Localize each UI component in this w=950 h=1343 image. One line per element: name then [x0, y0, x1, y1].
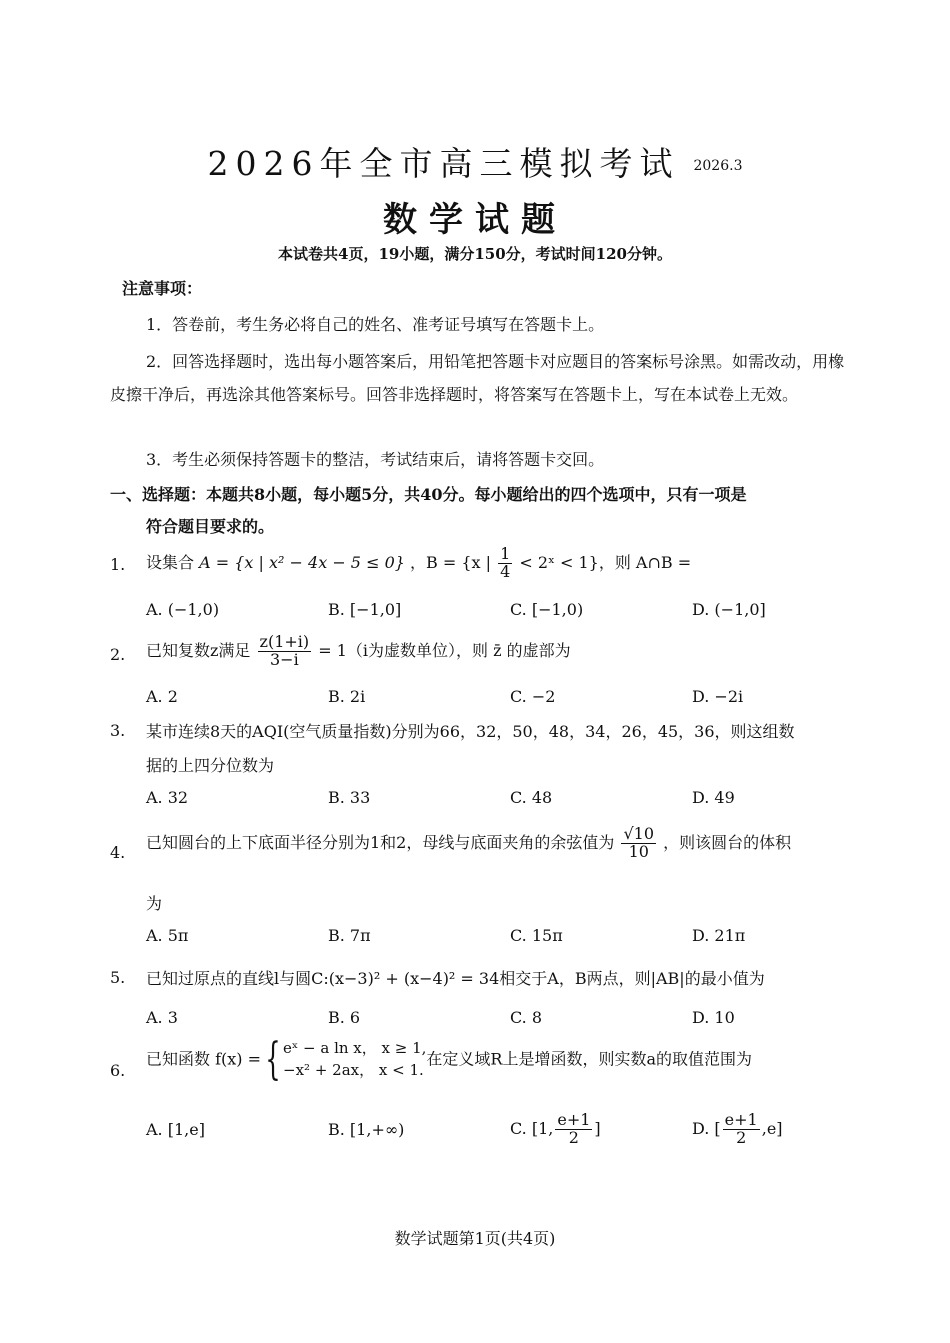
q3-option-a: A. 32	[146, 788, 189, 807]
q5-option-a: A. 3	[146, 1008, 178, 1027]
section-heading-line2: 符合题目要求的。	[146, 517, 275, 536]
question-1-stem	[146, 546, 691, 581]
q2-option-a: A. 2	[146, 687, 178, 706]
q3-option-c: C. 48	[510, 788, 553, 807]
question-1-number: 1.	[110, 555, 126, 574]
q3-option-d: D. 49	[692, 788, 735, 807]
q6-case-2: −x² + 2ax， x < 1.	[283, 1061, 424, 1079]
q1-option-d: D. (−1,0]	[692, 600, 766, 619]
q4-option-d: D. 21π	[692, 926, 746, 945]
q4-text-a: 已知圆台的上下底面半径分别为1和2，母线与底面夹角的余弦值为	[146, 832, 615, 852]
section-heading-line1: 一、选择题：本题共8小题，每小题5分，共40分。每小题给出的四个选项中，只有一项是	[110, 485, 747, 504]
question-4-number: 4.	[110, 843, 126, 862]
q6-option-b: B. [1,+∞)	[328, 1120, 405, 1139]
q1-option-c: C. [−1,0)	[510, 600, 584, 619]
q5-option-d: D. 10	[692, 1008, 735, 1027]
question-6-number: 6.	[110, 1061, 126, 1080]
note-item-2: 2．回答选择题时，选出每小题答案后，用铅笔把答题卡对应题目的答案标号涂黑。如需改动，用橡皮擦干净后，再选涂其他答案标号。回答非选择题时，将答案写在答题卡上，写在本试卷上无效。	[110, 352, 845, 404]
q1-option-a: A. (−1,0)	[146, 600, 220, 619]
question-3-number: 3.	[110, 721, 126, 740]
q2-text-b: = 1（i为虚数单位），则 z̄ 的虚部为	[318, 640, 571, 660]
q6-text-b: 在定义域R上是增函数，则实数a的取值范围为	[426, 1049, 752, 1069]
q1-text: 设集合	[146, 552, 195, 572]
q4-option-c: C. 15π	[510, 926, 563, 945]
question-4-stem	[146, 826, 791, 861]
notes-heading: 注意事项：	[122, 279, 203, 298]
q6-option-a: A. [1,e]	[146, 1120, 205, 1139]
q6-case-1: eˣ − a ln x， x ≥ 1,	[283, 1039, 427, 1058]
page-footer: 数学试题第1页(共4页)	[394, 1229, 556, 1248]
q5-option-b: B. 6	[328, 1008, 361, 1027]
q1-set-a: A = {x | x² − 4x − 5 ≤ 0}	[199, 552, 405, 572]
q4-option-a: A. 5π	[146, 926, 189, 945]
note-item-3: 3．考生必须保持答题卡的整洁，考试结束后，请将答题卡交回。	[146, 450, 605, 469]
q6-text-a: 已知函数 f(x) =	[146, 1049, 262, 1069]
q1-set-b-prefix: ，B = {x |	[410, 552, 492, 572]
question-5-number: 5.	[110, 968, 126, 987]
q2-fraction: $\frac{z(1+i)}{3-i}$	[259, 632, 310, 669]
q4-text-b: ，则该圆台的体积	[663, 832, 792, 852]
q6-piecewise	[283, 1038, 426, 1082]
question-3-stem-line2: 据的上四分位数为	[146, 756, 275, 775]
q1-set-b-suffix: < 2ˣ < 1}，则 A∩B =	[519, 552, 692, 572]
q6-option-c: C. [1, $\frac{e+1}{2}$ ]	[510, 1110, 601, 1147]
exam-subject-title: 数学试题	[383, 200, 567, 240]
q4-fraction: $\frac{√10}{10}$	[623, 824, 655, 861]
q2-option-d: D. −2i	[692, 687, 744, 706]
exam-date: 2026.3	[693, 158, 743, 174]
q3-option-b: B. 33	[328, 788, 371, 807]
question-3-stem-line1: 某市连续8天的AQI(空气质量指数)分别为66，32，50，48，34，26，45，36，则这组数	[146, 722, 795, 741]
left-brace-icon: {	[265, 1034, 281, 1085]
q5-option-c: C. 8	[510, 1008, 543, 1027]
question-4-stem-line2: 为	[146, 894, 163, 913]
exam-title	[0, 138, 950, 185]
question-5-stem: 已知过原点的直线l与圆C:(x−3)² + (x−4)² = 34相交于A，B两点，则|AB|的最小值为	[146, 969, 765, 988]
q4-option-b: B. 7π	[328, 926, 371, 945]
exam-title-text: 2026年全市高三模拟考试	[207, 144, 680, 183]
q2-option-b: B. 2i	[328, 687, 366, 706]
question-2-stem	[146, 634, 571, 669]
q2-text-a: 已知复数z满足	[146, 640, 251, 660]
note-item-1: 1．答卷前，考生务必将自己的姓名、准考证号填写在答题卡上。	[146, 315, 605, 334]
q1-option-b: B. [−1,0]	[328, 600, 402, 619]
q1-fraction: $\frac{1}{4}$	[500, 544, 511, 581]
exam-meta: 本试卷共4页，19小题，满分150分，考试时间120分钟。	[278, 245, 672, 263]
question-6-stem	[146, 1034, 752, 1085]
q6-option-d: D. [ $\frac{e+1}{2}$ ,e]	[692, 1110, 783, 1147]
q2-option-c: C. −2	[510, 687, 556, 706]
question-2-number: 2.	[110, 645, 126, 664]
